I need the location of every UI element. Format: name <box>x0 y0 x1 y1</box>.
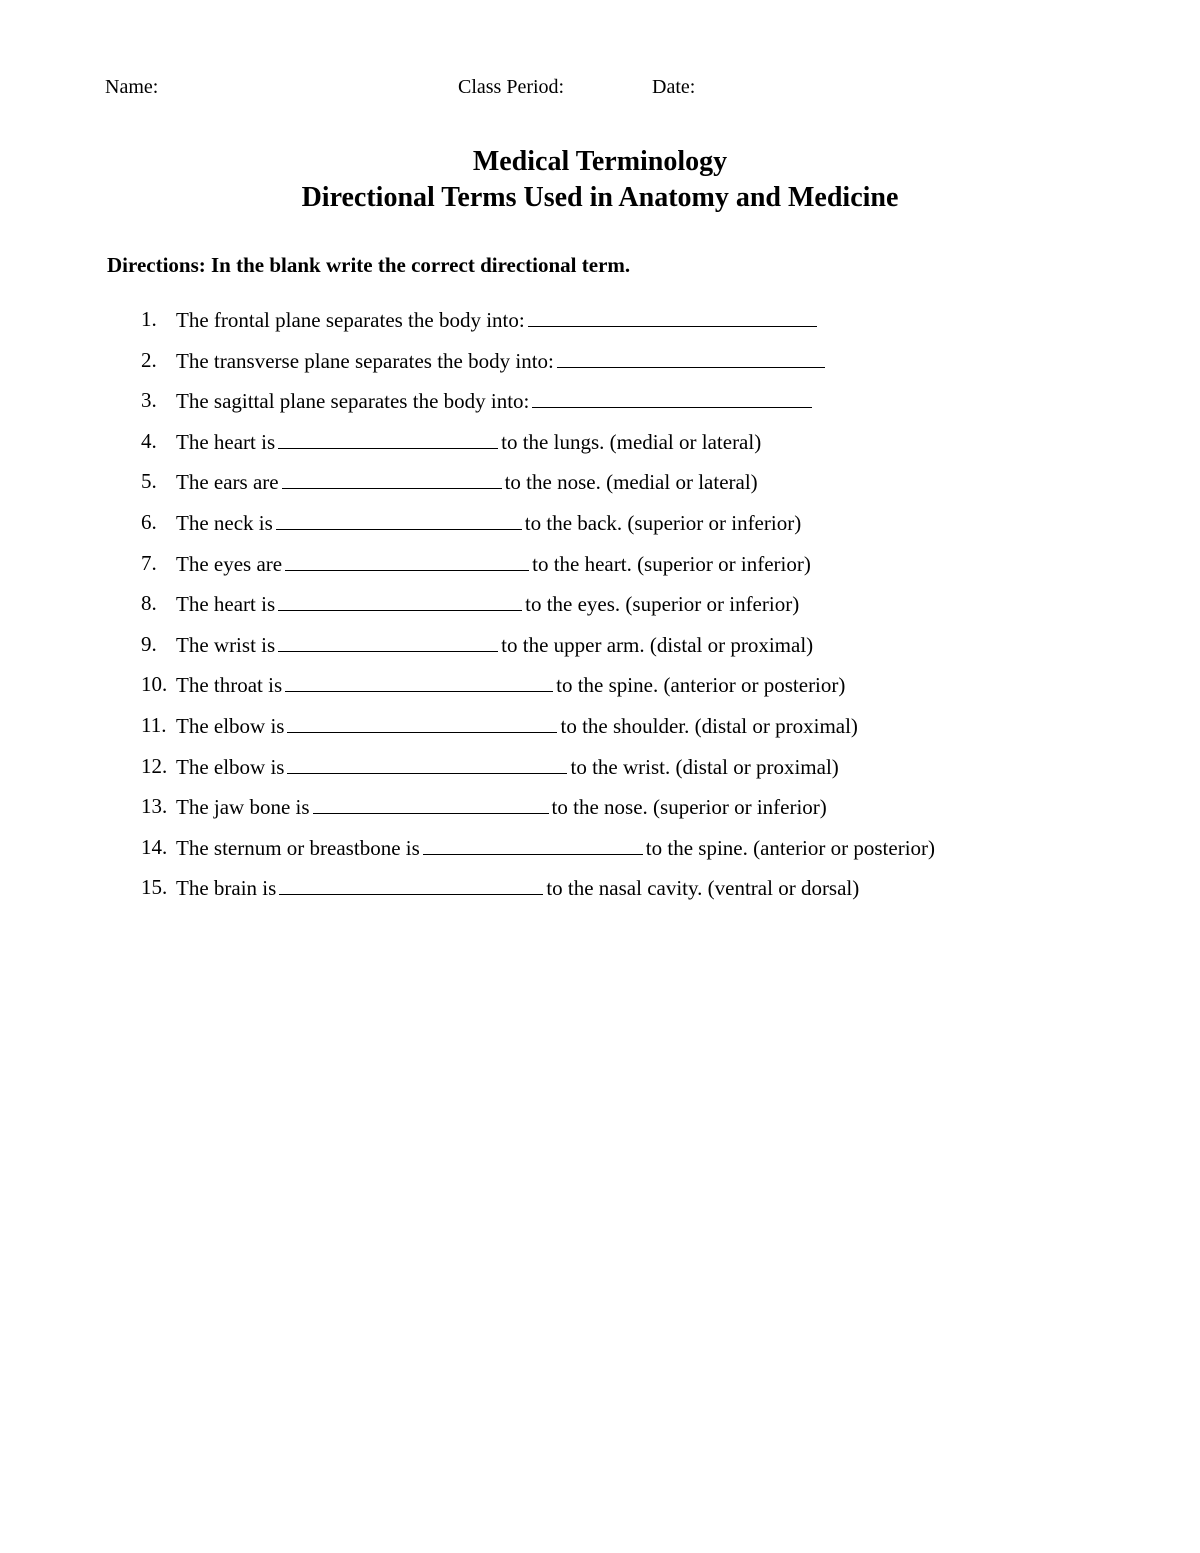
question-text <box>176 753 839 780</box>
question-item <box>0 550 1200 591</box>
question-suffix: to the wrist. (distal or proximal) <box>570 754 839 779</box>
question-suffix: to the lungs. (medial or lateral) <box>501 429 762 454</box>
question-text <box>176 712 858 739</box>
question-prompt: The wrist is <box>176 632 276 657</box>
question-item <box>0 631 1200 672</box>
document-subtitle: Directional Terms Used in Anatomy and Medicine <box>301 182 899 213</box>
question-number: 11. <box>141 712 167 737</box>
document-title: Medical Terminology <box>472 146 728 177</box>
question-suffix: to the spine. (anterior or posterior) <box>645 835 936 860</box>
question-number: 4. <box>141 428 157 453</box>
question-text <box>176 590 799 617</box>
question-prompt: The frontal plane separates the body into: <box>176 308 525 332</box>
question-item <box>0 712 1200 753</box>
question-number: 1. <box>141 307 157 331</box>
question-item <box>0 387 1200 428</box>
question-suffix: to the upper arm. (distal or proximal) <box>501 632 814 657</box>
answer-blank[interactable] <box>313 793 549 814</box>
answer-blank[interactable] <box>278 428 498 449</box>
question-number: 9. <box>141 631 157 656</box>
question-prompt: The ears are <box>176 470 279 495</box>
question-prompt: The eyes are <box>176 551 283 576</box>
question-number: 2. <box>141 347 157 372</box>
question-number: 14. <box>141 834 168 859</box>
directions-text: Directions: In the blank write the correct directional term. <box>107 253 631 277</box>
answer-blank[interactable] <box>423 834 643 855</box>
question-item <box>0 874 1200 915</box>
question-number: 5. <box>141 469 157 494</box>
question-number: 6. <box>141 509 157 534</box>
question-prompt: The neck is <box>176 510 273 535</box>
question-number: 15. <box>141 875 168 900</box>
question-number: 8. <box>141 591 157 616</box>
answer-blank[interactable] <box>285 550 529 571</box>
question-suffix: to the nasal cavity. (ventral or dorsal) <box>546 876 860 901</box>
question-text <box>176 671 845 698</box>
question-number: 10. <box>141 672 168 697</box>
question-text <box>176 387 815 414</box>
answer-blank[interactable] <box>287 712 557 733</box>
question-prompt: The heart is <box>176 592 276 617</box>
question-item <box>0 306 1200 347</box>
question-suffix: to the shoulder. (distal or proximal) <box>560 713 858 738</box>
question-item <box>0 793 1200 834</box>
question-item <box>0 753 1200 794</box>
question-list <box>0 306 1200 915</box>
question-suffix: to the nose. (medial or lateral) <box>504 470 758 495</box>
question-item <box>0 347 1200 388</box>
question-prompt: The sagittal plane separates the body into: <box>176 389 530 414</box>
question-number: 12. <box>141 753 168 778</box>
header-row <box>0 74 1200 100</box>
question-text <box>176 306 820 333</box>
question-text <box>176 793 827 820</box>
answer-blank[interactable] <box>285 671 553 692</box>
question-text <box>176 428 761 455</box>
question-number: 7. <box>141 550 157 575</box>
answer-blank[interactable] <box>278 631 498 652</box>
question-prompt: The jaw bone is <box>176 795 310 820</box>
question-prompt: The throat is <box>176 673 283 698</box>
question-item <box>0 590 1200 631</box>
question-prompt: The elbow is <box>176 713 285 738</box>
question-prompt: The elbow is <box>176 754 285 779</box>
question-prompt: The transverse plane separates the body into: <box>176 348 554 373</box>
name-label: Name: <box>105 76 159 98</box>
question-prompt: The sternum or breastbone is <box>176 835 420 860</box>
question-text <box>176 631 813 658</box>
answer-blank[interactable] <box>279 874 543 895</box>
question-suffix: to the heart. (superior or inferior) <box>532 551 811 576</box>
question-item <box>0 468 1200 509</box>
question-number: 3. <box>141 388 157 413</box>
answer-blank[interactable] <box>532 387 812 408</box>
question-suffix: to the nose. (superior or inferior) <box>551 795 827 820</box>
question-item <box>0 671 1200 712</box>
question-number: 13. <box>141 794 168 819</box>
class-period-label: Class Period: <box>458 76 565 98</box>
question-suffix: to the back. (superior or inferior) <box>524 510 802 535</box>
question-item <box>0 834 1200 875</box>
question-text <box>176 509 801 536</box>
question-text <box>176 468 758 495</box>
answer-blank[interactable] <box>276 509 522 530</box>
question-suffix: to the spine. (anterior or posterior) <box>556 673 846 698</box>
question-text <box>176 347 828 374</box>
question-text <box>176 834 935 861</box>
question-item <box>0 509 1200 550</box>
question-prompt: The heart is <box>176 429 276 454</box>
answer-blank[interactable] <box>557 347 825 368</box>
answer-blank[interactable] <box>528 306 817 327</box>
question-text <box>176 550 811 577</box>
question-text <box>176 874 859 901</box>
question-prompt: The brain is <box>176 876 277 901</box>
question-suffix: to the eyes. (superior or inferior) <box>525 592 800 617</box>
answer-blank[interactable] <box>278 590 522 611</box>
date-label: Date: <box>652 76 696 98</box>
answer-blank[interactable] <box>282 468 502 489</box>
answer-blank[interactable] <box>287 753 567 774</box>
question-item <box>0 428 1200 469</box>
